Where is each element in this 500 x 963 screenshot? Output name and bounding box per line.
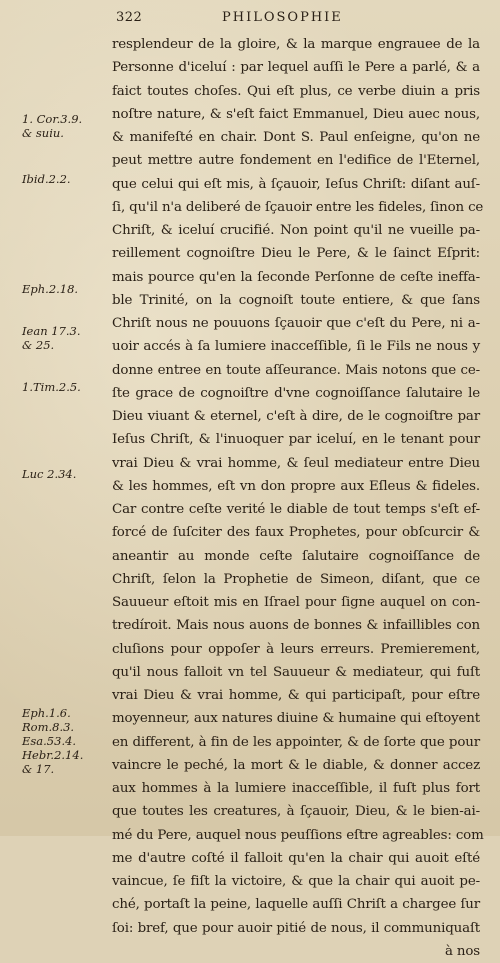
text-line: mé du Pere, auquel nous peuſſions eſtre agreables: com — [112, 827, 484, 843]
margin-note: 1.Tim.2.5. — [22, 380, 81, 394]
text-line: ſi, qu'il n'a deliberé de ſçauoir entre les fideles, ſinon ce — [112, 199, 484, 215]
body-text — [112, 33, 484, 963]
text-line: Personne d'iceluí : par lequel auſſi le Pere a parlé, & a — [112, 60, 480, 76]
running-head: PHILOSOPHIE — [222, 10, 343, 25]
margin-note: 1. Cor.3.9. & suiu. — [22, 112, 83, 140]
text-line: ſoi: bref, que pour auoir pitié de nous, il communiquaſt — [112, 920, 480, 936]
text-line: moyenneur, aux natures diuine & humaine qui eſtoyent — [112, 711, 480, 727]
text-line: me d'autre coſté il falloit qu'en la chair qui auoit eſté — [112, 850, 480, 866]
text-line: donne entree en toute aſſeurance. Mais notons que ce- — [112, 362, 480, 378]
text-line: uoir accés à ſa lumiere inacceſſible, ſi le Fils ne nous y — [112, 339, 480, 355]
text-line: reillement cognoiſtre Dieu le Pere, & le ſainct Eſprit: — [112, 246, 480, 262]
text-line: faict toutes choſes. Qui eſt plus, ce verbe diuin a pris — [112, 83, 480, 99]
text-line: forcé de ſuſciter des faux Prophetes, pour obſcurcir & — [112, 525, 480, 541]
page-number: 322 — [116, 10, 143, 25]
margin-note: Luc 2.34. — [22, 467, 77, 481]
catchword: à nos — [444, 943, 480, 959]
margin-note: Ibid.2.2. — [22, 172, 71, 186]
text-line: Chriſt, ſelon la Prophetie de Simeon, diſant, que ce — [112, 571, 480, 587]
text-line: noſtre nature, & s'eſt faict Emmanuel, Dieu auec nous, — [112, 106, 480, 122]
text-line: qu'il nous falloit vn tel Sauueur & mediateur, qui fuſt — [112, 664, 480, 680]
text-line: Sauueur eſtoit mis en Iſrael pour ſigne auquel on con- — [112, 595, 480, 610]
text-line: ché, portaſt la peine, laquelle auſſi Chriſt a chargee ſur — [112, 897, 480, 913]
margin-note: Iean 17.3. & 25. — [22, 324, 81, 352]
margin-notes — [0, 0, 110, 836]
text-line: Chriſt, & iceluí crucifié. Non point qu'il ne vueille pa- — [112, 223, 480, 238]
text-line: tredíroit. Mais nous auons de bonnes & infaillibles con — [112, 618, 480, 634]
text-line: en different, à fin de les appointer, & de ſorte que pour — [112, 734, 480, 750]
text-line: que toutes les creatures, à ſçauoir, Dieu, & le bien-ai- — [112, 804, 480, 820]
text-line: vaincre le peché, la mort & le diable, & donner accez — [112, 757, 480, 773]
text-line: mais pource qu'en la ſeconde Perſonne de ceſte ineffa- — [112, 269, 480, 285]
text-line: aneantir au monde ceſte ſalutaire cognoiſſance de — [112, 548, 480, 564]
text-line: cluſions pour oppoſer à leurs erreurs. Premierement, — [112, 641, 480, 657]
text-line: Chriſt nous ne pouuons ſçauoir que c'eſt du Pere, ni a- — [112, 316, 480, 331]
text-line: vrai Dieu & vrai homme, & qui participaſt, pour eſtre — [112, 688, 480, 703]
text-line: & manifeſté en chair. Dont S. Paul enſeigne, qu'on ne — [112, 130, 480, 145]
text-line: Car contre ceſte verité le diable de tout temps s'eſt ef- — [112, 502, 480, 517]
text-line: peut mettre autre fondement en l'edifice de l'Eternel, — [112, 153, 480, 169]
text-line: ble Trinité, on la cognoiſt toute entiere, & que ſans — [112, 292, 480, 308]
text-line: & les hommes, eſt vn don propre aux Eſleus & fideles. — [112, 478, 480, 494]
text-line: resplendeur de la gloire, & la marque engrauee de la — [112, 37, 480, 52]
margin-note: Eph.2.18. — [22, 282, 79, 296]
text-line: ſte grace de cognoiſtre d'vne cognoiſſance ſalutaire le — [112, 385, 480, 401]
text-line: vrai Dieu & vrai homme, & ſeul mediateur entre Dieu — [112, 455, 480, 471]
text-line: vaincue, ſe fiſt la victoire, & que la chair qui auoit pe- — [112, 874, 480, 889]
text-line: Dieu viuant & eternel, c'eſt à dire, de le cognoiſtre par — [112, 409, 480, 424]
text-line: Ieſus Chriſt, & l'inuoquer par iceluí, en le tenant pour — [112, 432, 480, 448]
margin-note: Eph.1.6. Rom.8.3. Esa.53.4. Hebr.2.14. & 17. — [22, 706, 84, 776]
text-line: aux hommes à la lumiere inacceſſible, il fuſt plus fort — [112, 781, 480, 796]
text-line: que celui qui eſt mis, à ſçauoir, Ieſus Chriſt: diſant auſ- — [112, 176, 480, 192]
